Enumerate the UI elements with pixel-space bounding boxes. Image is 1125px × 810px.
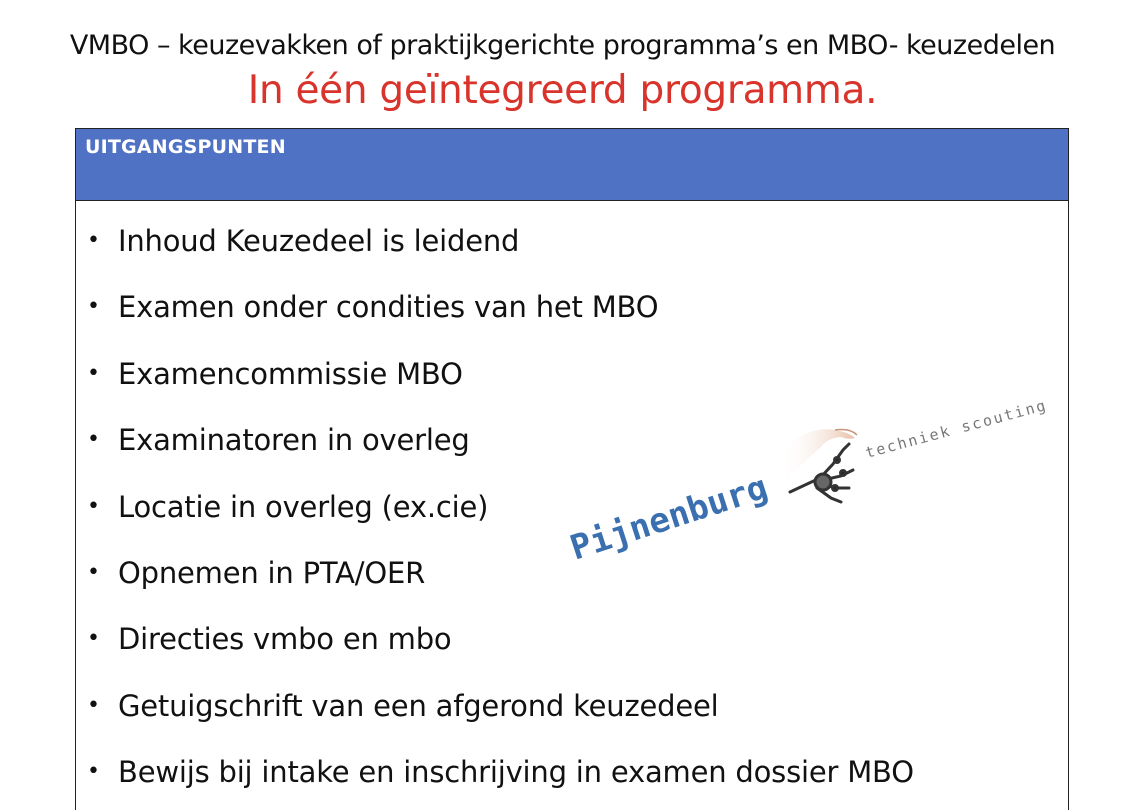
bullet-item: [76, 684, 914, 750]
pijnenburg-logo: [565, 380, 1055, 580]
bullet-dot-icon: •: [87, 360, 100, 386]
panel-header: UITGANGSPUNTEN: [76, 129, 1068, 201]
bullet-dot-icon: •: [87, 228, 100, 253]
bullet-text: Locatie in overleg (ex.cie): [118, 489, 489, 524]
bullet-dot-icon: •: [87, 294, 100, 320]
bullet-text: Examen onder condities van het MBO: [118, 290, 659, 325]
bullet-text: Inhoud Keuzedeel is leidend: [118, 224, 520, 258]
bullet-item: [76, 219, 914, 285]
bullet-text: Examinatoren in overleg: [118, 423, 470, 458]
bullet-dot-icon: •: [87, 759, 100, 785]
bullet-text: Examencommissie MBO: [118, 356, 463, 391]
slide-title: In één geïntegreerd programma.: [247, 68, 878, 113]
bullet-item: [76, 285, 914, 351]
logo-wordmark: Pijnenburg: [565, 467, 773, 569]
bullet-dot-icon: •: [87, 692, 100, 718]
bullet-dot-icon: •: [87, 559, 100, 585]
bullet-dot-icon: •: [87, 626, 100, 652]
bullet-item: [76, 617, 914, 683]
bullet-text: Getuigschrift van een afgerond keuzedeel: [118, 688, 719, 723]
logo-tagline: techniek scouting: [863, 395, 1050, 462]
slide-subtitle: VMBO – keuzevakken of praktijkgerichte programma’s en MBO- keuzedelen: [69, 30, 1056, 61]
bullet-dot-icon: •: [87, 427, 100, 453]
bullet-text: Directies vmbo en mbo: [118, 622, 452, 657]
bullet-dot-icon: •: [87, 493, 100, 519]
bullet-text: Bewijs bij intake en inschrijving in examen dossier MBO: [118, 755, 914, 790]
bullet-item: [76, 750, 914, 810]
bullet-text: Opnemen in PTA/OER: [118, 555, 426, 590]
